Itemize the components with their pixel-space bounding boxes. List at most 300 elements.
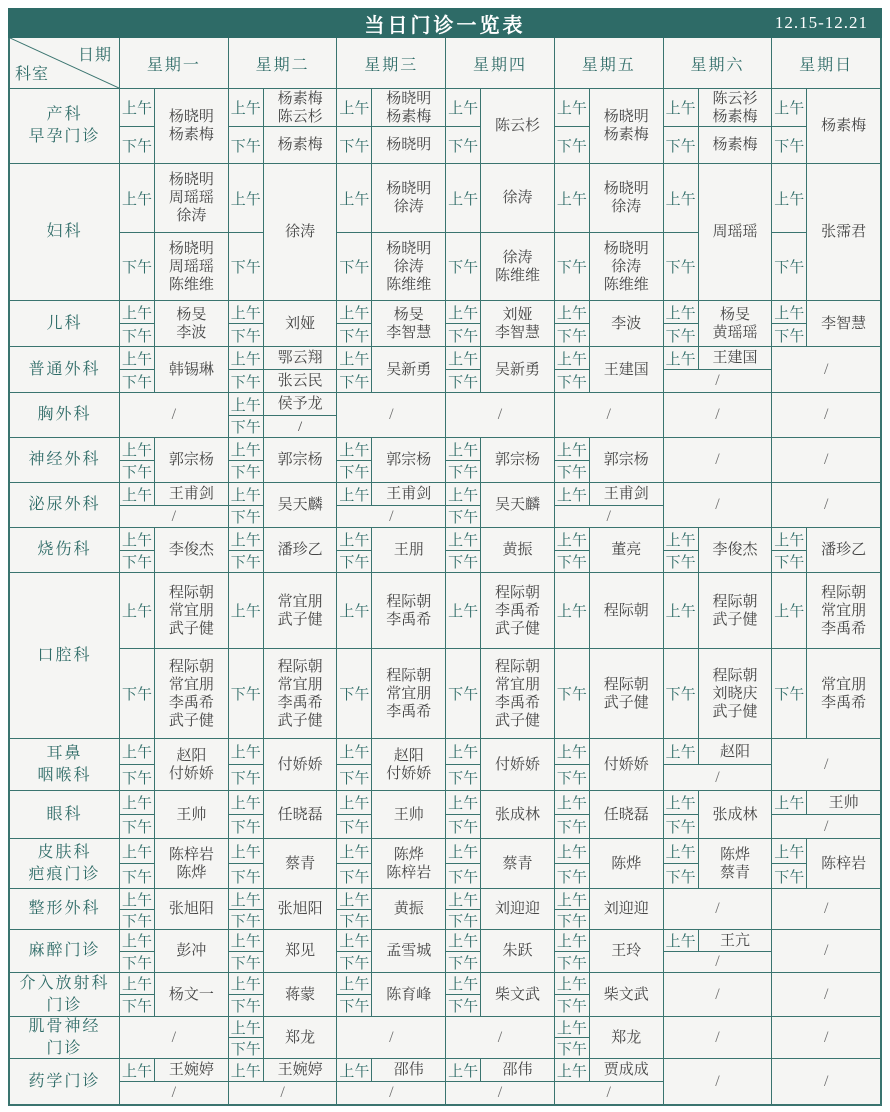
doctor-names	[264, 649, 337, 738]
period-label-pm: 下午	[555, 1037, 589, 1059]
doctor-names	[807, 528, 880, 572]
period-label-am: 上午	[665, 796, 696, 812]
doctor-names	[372, 438, 445, 482]
doctor-name: 杨素梅	[277, 90, 323, 107]
pm-row	[555, 232, 663, 300]
day-cell	[229, 483, 338, 527]
period-label-column	[555, 89, 590, 163]
period-label-pm: 下午	[120, 994, 154, 1016]
pm-row	[664, 126, 772, 163]
day-cell	[555, 930, 664, 972]
pm-row	[229, 415, 337, 437]
merged-cell	[120, 438, 228, 482]
doctor-names	[590, 889, 663, 929]
dept-row	[10, 838, 880, 888]
period-label-am: 上午	[121, 892, 152, 909]
doctor-names	[590, 347, 663, 392]
day-cell	[446, 973, 555, 1016]
doctor-name: 李禹希	[821, 620, 867, 637]
am-row	[772, 573, 880, 648]
period-label-column	[337, 839, 372, 888]
slash-cell: /	[120, 505, 228, 527]
doctor-names	[264, 393, 337, 415]
doctor-names	[264, 528, 337, 572]
period-label-column	[120, 889, 155, 929]
doctor-name: 程际朝	[603, 602, 649, 619]
day-cell	[555, 889, 664, 929]
doctor-name: 周瑶瑶	[712, 224, 758, 240]
doctor-name: 吴新勇	[495, 361, 541, 378]
day-cell	[229, 791, 338, 838]
period-label-pm: 下午	[555, 460, 589, 482]
doctor-name: 徐涛	[176, 208, 207, 224]
period-label-am: 上午	[230, 796, 261, 812]
doctor-names	[481, 483, 554, 527]
doctor-names	[699, 301, 772, 346]
doctor-name: 李俊杰	[168, 542, 214, 558]
period-label-am: 上午	[448, 844, 479, 861]
doctor-name: 孟雪城	[386, 943, 432, 959]
period-label-column	[446, 528, 481, 572]
merged-cell	[120, 347, 228, 392]
doctor-names	[699, 739, 772, 764]
dept-cell	[10, 301, 120, 346]
period-label-column	[120, 438, 155, 482]
period-label-pm: 下午	[229, 863, 263, 888]
period-label-column	[120, 791, 155, 838]
doctor-names	[807, 301, 880, 346]
day-cell	[664, 89, 773, 163]
period-label-am: 上午	[556, 1020, 587, 1037]
doctor-name: 彭冲	[176, 943, 207, 959]
period-label-pm: 下午	[337, 127, 372, 163]
doctor-names	[481, 89, 554, 163]
period-label-pm: 下午	[337, 649, 372, 738]
period-label-pm: 下午	[120, 764, 154, 790]
doctor-name: 徐涛	[611, 199, 642, 215]
period-label-column	[772, 164, 807, 300]
period-label-column	[229, 438, 264, 482]
dept-row	[10, 1058, 880, 1104]
period-label-pm: 下午	[664, 814, 698, 838]
doctor-name: 杨素梅	[277, 137, 323, 153]
doctor-names	[264, 416, 337, 437]
doctor-names	[264, 930, 337, 972]
period-label-column	[446, 791, 481, 838]
dept-name: 产科	[46, 106, 83, 124]
day-cell	[229, 573, 338, 738]
merged-cell	[446, 528, 554, 572]
merged-cell	[446, 301, 554, 346]
period-label-am: 上午	[339, 305, 370, 322]
period-label-column	[120, 528, 155, 572]
dept-cell	[10, 89, 120, 163]
period-label-column	[664, 164, 699, 300]
day-cell	[555, 301, 664, 346]
doctor-name: 陈维维	[495, 267, 541, 284]
am-row	[337, 483, 445, 505]
merged-cell	[664, 301, 772, 346]
day-cell	[337, 1059, 446, 1104]
doctor-name: 郭宗杨	[603, 452, 649, 468]
merged-cell	[555, 347, 663, 392]
period-label-pm: 下午	[446, 460, 480, 482]
dept-row	[10, 482, 880, 527]
period-label-am: 上午	[555, 164, 590, 232]
am-row	[555, 164, 663, 232]
day-header: 星期三	[337, 38, 446, 88]
slash-cell: /	[337, 1081, 445, 1104]
day-cell	[337, 791, 446, 838]
period-label-column	[555, 438, 590, 482]
day-cell	[772, 889, 880, 929]
period-label-am: 上午	[448, 892, 479, 909]
merged-cell	[664, 791, 772, 838]
period-label-column	[120, 973, 155, 1016]
doctor-names	[699, 930, 772, 951]
period-label-am: 上午	[664, 739, 699, 764]
merged-cell	[555, 89, 663, 163]
doctor-names	[155, 233, 228, 300]
period-label-pm: 下午	[229, 909, 263, 931]
day-cell	[555, 573, 664, 738]
merged-cell	[446, 889, 554, 929]
period-label-column	[229, 164, 264, 300]
period-label-am: 上午	[448, 101, 479, 117]
doctor-name: 陈维维	[168, 276, 214, 293]
doctor-names	[372, 1059, 445, 1081]
doctor-names	[372, 973, 445, 1016]
doctor-name: 王朋	[393, 542, 424, 558]
period-label-pm: 下午	[555, 909, 589, 931]
merged-cell	[446, 347, 554, 392]
doctor-names	[807, 89, 880, 163]
doctor-name: 陈云杉	[495, 118, 541, 134]
doctor-name: 陈烨	[176, 864, 207, 881]
dept-cell	[10, 393, 120, 437]
merged-cell	[229, 1017, 337, 1058]
day-cell	[664, 889, 773, 929]
merged-cell	[772, 164, 880, 300]
day-cell	[664, 347, 773, 392]
merged-cell	[229, 164, 337, 300]
slash-cell: /	[823, 406, 829, 423]
doctor-name: 程际朝	[168, 584, 214, 601]
merged-cell	[229, 930, 337, 972]
period-label-pm: 下午	[120, 369, 154, 392]
doctor-names	[372, 528, 445, 572]
am-row	[446, 573, 554, 648]
doctor-names	[155, 791, 228, 838]
doctor-name: 武子健	[277, 712, 323, 729]
doctor-names	[155, 528, 228, 572]
doctor-name: 程际朝	[495, 584, 541, 601]
doctor-name: 张云民	[277, 373, 323, 389]
day-cell	[772, 573, 880, 738]
merged-cell	[446, 839, 554, 888]
period-label-am: 上午	[774, 191, 805, 208]
doctor-names	[699, 839, 772, 888]
day-cell	[446, 438, 555, 482]
period-label-pm: 下午	[446, 550, 480, 572]
period-label-pm: 下午	[337, 814, 371, 838]
pm-row	[555, 648, 663, 738]
period-label-am: 上午	[339, 442, 370, 459]
merged-cell	[664, 528, 772, 572]
doctor-names	[590, 1059, 663, 1081]
period-label-pm: 下午	[229, 505, 263, 527]
doctor-name: 付娇娇	[277, 756, 323, 773]
doctor-name: 杨晓明	[168, 109, 214, 125]
doctor-name: 王建国	[712, 350, 758, 366]
doctor-names	[481, 164, 554, 232]
pm-row	[229, 648, 337, 738]
doctor-name: 邵伟	[393, 1062, 424, 1078]
doctor-name: 徐涛	[285, 224, 316, 240]
doctor-name: 杨文一	[168, 986, 214, 1003]
period-label-am: 上午	[556, 745, 587, 761]
pm-row	[664, 648, 772, 738]
doctor-name: 杨晓明	[168, 240, 214, 257]
day-cell	[446, 573, 555, 738]
period-label-am: 上午	[337, 89, 372, 126]
period-label-pm: 下午	[229, 649, 264, 738]
merged-cell	[337, 791, 445, 838]
doctor-name: 陈维维	[603, 276, 649, 293]
period-label-pm: 下午	[120, 323, 154, 346]
dept-row	[10, 929, 880, 972]
doctor-name: 程际朝	[495, 658, 541, 675]
am-row	[337, 89, 445, 126]
day-cell	[120, 791, 229, 838]
day-cell	[120, 573, 229, 738]
doctor-names	[699, 89, 772, 126]
period-label-am: 上午	[772, 573, 807, 648]
doctor-name: 常宜朋	[386, 685, 432, 702]
period-label-column	[337, 347, 372, 392]
period-label-column	[446, 839, 481, 888]
doctor-name: 王建国	[603, 361, 649, 378]
doctor-names	[699, 649, 772, 738]
doctor-name: 任晓磊	[603, 806, 649, 823]
slash-cell: /	[389, 406, 394, 423]
day-cell	[664, 528, 773, 572]
period-label-am: 上午	[664, 89, 699, 126]
period-label-pm: 下午	[555, 863, 589, 888]
doctor-name: 李智慧	[386, 324, 432, 341]
pm-row	[120, 648, 228, 738]
merged-cell	[120, 973, 228, 1016]
dept-cell	[10, 528, 120, 572]
period-label-am: 上午	[120, 164, 155, 232]
pm-row	[120, 232, 228, 300]
period-label-pm: 下午	[664, 323, 698, 346]
doctor-names	[372, 89, 445, 126]
period-label-am: 上午	[665, 844, 696, 861]
pm-row	[337, 126, 445, 163]
doctor-names	[155, 973, 228, 1016]
period-label-pm: 下午	[664, 649, 699, 738]
dept-cell	[10, 438, 120, 482]
doctor-name: 杨晓明	[603, 240, 649, 257]
merged-cell	[772, 839, 880, 888]
am-row	[120, 164, 228, 232]
day-cell	[555, 164, 664, 300]
doctor-name: 李智慧	[821, 315, 867, 332]
doctor-names	[155, 438, 228, 482]
doctor-name: 陈梓岩	[821, 855, 867, 872]
doctor-names	[372, 301, 445, 346]
doctor-name: 杨旻	[176, 306, 207, 323]
period-label-am: 上午	[339, 745, 370, 761]
period-label-pm: 下午	[120, 126, 154, 163]
doctor-name: 任晓磊	[277, 806, 323, 823]
pm-row	[337, 648, 445, 738]
doctor-names	[590, 930, 663, 972]
doctor-names	[699, 573, 772, 648]
day-cell	[555, 347, 664, 392]
doctor-names	[372, 347, 445, 392]
period-label-pm: 下午	[555, 233, 590, 300]
period-label-column	[337, 301, 372, 346]
merged-cell	[120, 791, 228, 838]
period-label-column	[120, 347, 155, 392]
doctor-name: 柴文武	[495, 986, 541, 1003]
period-label-am: 上午	[121, 796, 152, 812]
period-label-am: 上午	[774, 305, 805, 322]
doctor-names	[372, 791, 445, 838]
day-cell	[772, 839, 880, 888]
doctor-name: 杨素梅	[386, 108, 432, 125]
day-cell	[772, 528, 880, 572]
period-label-column	[446, 89, 481, 163]
doctor-names	[264, 889, 337, 929]
doctor-names	[372, 930, 445, 972]
period-label-pm: 下午	[446, 126, 480, 163]
doctor-name: 杨素梅	[168, 127, 214, 143]
dept-name: 麻醉门诊	[28, 942, 101, 960]
slash-cell: /	[715, 496, 720, 513]
doctor-names	[481, 930, 554, 972]
am-row	[337, 573, 445, 648]
period-label-pm: 下午	[664, 550, 698, 572]
doctor-name: 程际朝	[168, 658, 214, 675]
doctor-name: 武子健	[712, 703, 758, 720]
day-cell	[229, 1059, 338, 1104]
doctor-name: 徐涛	[393, 199, 424, 215]
dept-cell	[10, 1059, 120, 1104]
period-label-pm: 下午	[446, 323, 480, 346]
period-label-column	[337, 739, 372, 790]
doctor-name: 杨素梅	[821, 118, 867, 134]
doctor-name: 李智慧	[495, 324, 541, 341]
slash-cell: /	[823, 985, 829, 1003]
period-label-am: 上午	[230, 191, 261, 208]
day-cell	[337, 393, 446, 437]
period-label-am: 上午	[230, 1020, 261, 1037]
doctor-names	[699, 791, 772, 838]
dept-name: 肌骨神经	[28, 1017, 101, 1035]
period-label-am: 上午	[121, 305, 152, 322]
doctor-names	[590, 483, 663, 505]
dept-row	[10, 163, 880, 300]
merged-cell	[229, 528, 337, 572]
doctor-name: 王亢	[719, 932, 750, 949]
period-label-column	[229, 739, 264, 790]
period-label-am: 上午	[339, 844, 370, 861]
period-label-pm: 下午	[555, 764, 589, 790]
period-label-am: 上午	[229, 1059, 264, 1081]
slash-cell: /	[389, 1028, 394, 1046]
day-cell	[446, 839, 555, 888]
period-label-am: 上午	[339, 934, 370, 950]
day-cell	[337, 839, 446, 888]
slash-cell: /	[229, 1081, 337, 1104]
doctor-name: 董亮	[611, 542, 642, 558]
day-cell	[555, 839, 664, 888]
period-label-am: 上午	[230, 844, 261, 861]
day-cell	[446, 1059, 555, 1104]
doctor-names	[264, 164, 337, 300]
doctor-name: 程际朝	[712, 667, 758, 684]
merged-cell	[337, 739, 445, 790]
doctor-name: 程际朝	[821, 584, 867, 601]
period-label-am: 上午	[229, 347, 264, 369]
merged-cell	[446, 483, 554, 527]
doctor-names	[807, 164, 880, 300]
period-label-am: 上午	[229, 89, 264, 126]
slash-cell: /	[715, 985, 720, 1003]
period-label-am: 上午	[556, 796, 587, 812]
dept-name: 早孕门诊	[28, 128, 101, 145]
am-row	[120, 573, 228, 648]
period-label-am: 上午	[555, 1059, 590, 1081]
doctor-names	[590, 233, 663, 300]
period-label-column	[772, 528, 807, 572]
day-cell	[120, 393, 229, 437]
day-cell	[664, 483, 773, 527]
doctor-name: 郑见	[285, 943, 316, 959]
period-label-column	[555, 301, 590, 346]
period-label-column	[446, 438, 481, 482]
dept-row	[10, 790, 880, 838]
period-label-pm: 下午	[446, 951, 480, 973]
period-label-pm: 下午	[555, 994, 589, 1016]
day-header: 星期五	[555, 38, 664, 88]
doctor-names	[699, 528, 772, 572]
doctor-name: 程际朝	[603, 676, 649, 693]
day-header: 星期二	[229, 38, 338, 88]
period-label-column	[772, 839, 807, 888]
period-label-pm: 下午	[120, 649, 155, 738]
merged-cell	[555, 1017, 663, 1058]
day-cell	[229, 164, 338, 300]
period-label-am: 上午	[556, 442, 587, 459]
doctor-name: 王婉婷	[277, 1062, 323, 1078]
period-label-am: 上午	[121, 977, 152, 993]
doctor-names	[481, 973, 554, 1016]
period-label-pm: 下午	[772, 550, 806, 572]
dept-cell	[10, 739, 120, 790]
dept-name: 疤痕门诊	[28, 865, 101, 883]
am-row	[337, 1059, 445, 1081]
page-title: 当日门诊一览表	[364, 14, 526, 37]
dept-name: 皮肤科	[37, 843, 92, 861]
doctor-names	[264, 1017, 337, 1058]
doctor-name: 赵阳	[176, 747, 207, 764]
dept-cell	[10, 930, 120, 972]
period-label-pm: 下午	[772, 863, 806, 888]
